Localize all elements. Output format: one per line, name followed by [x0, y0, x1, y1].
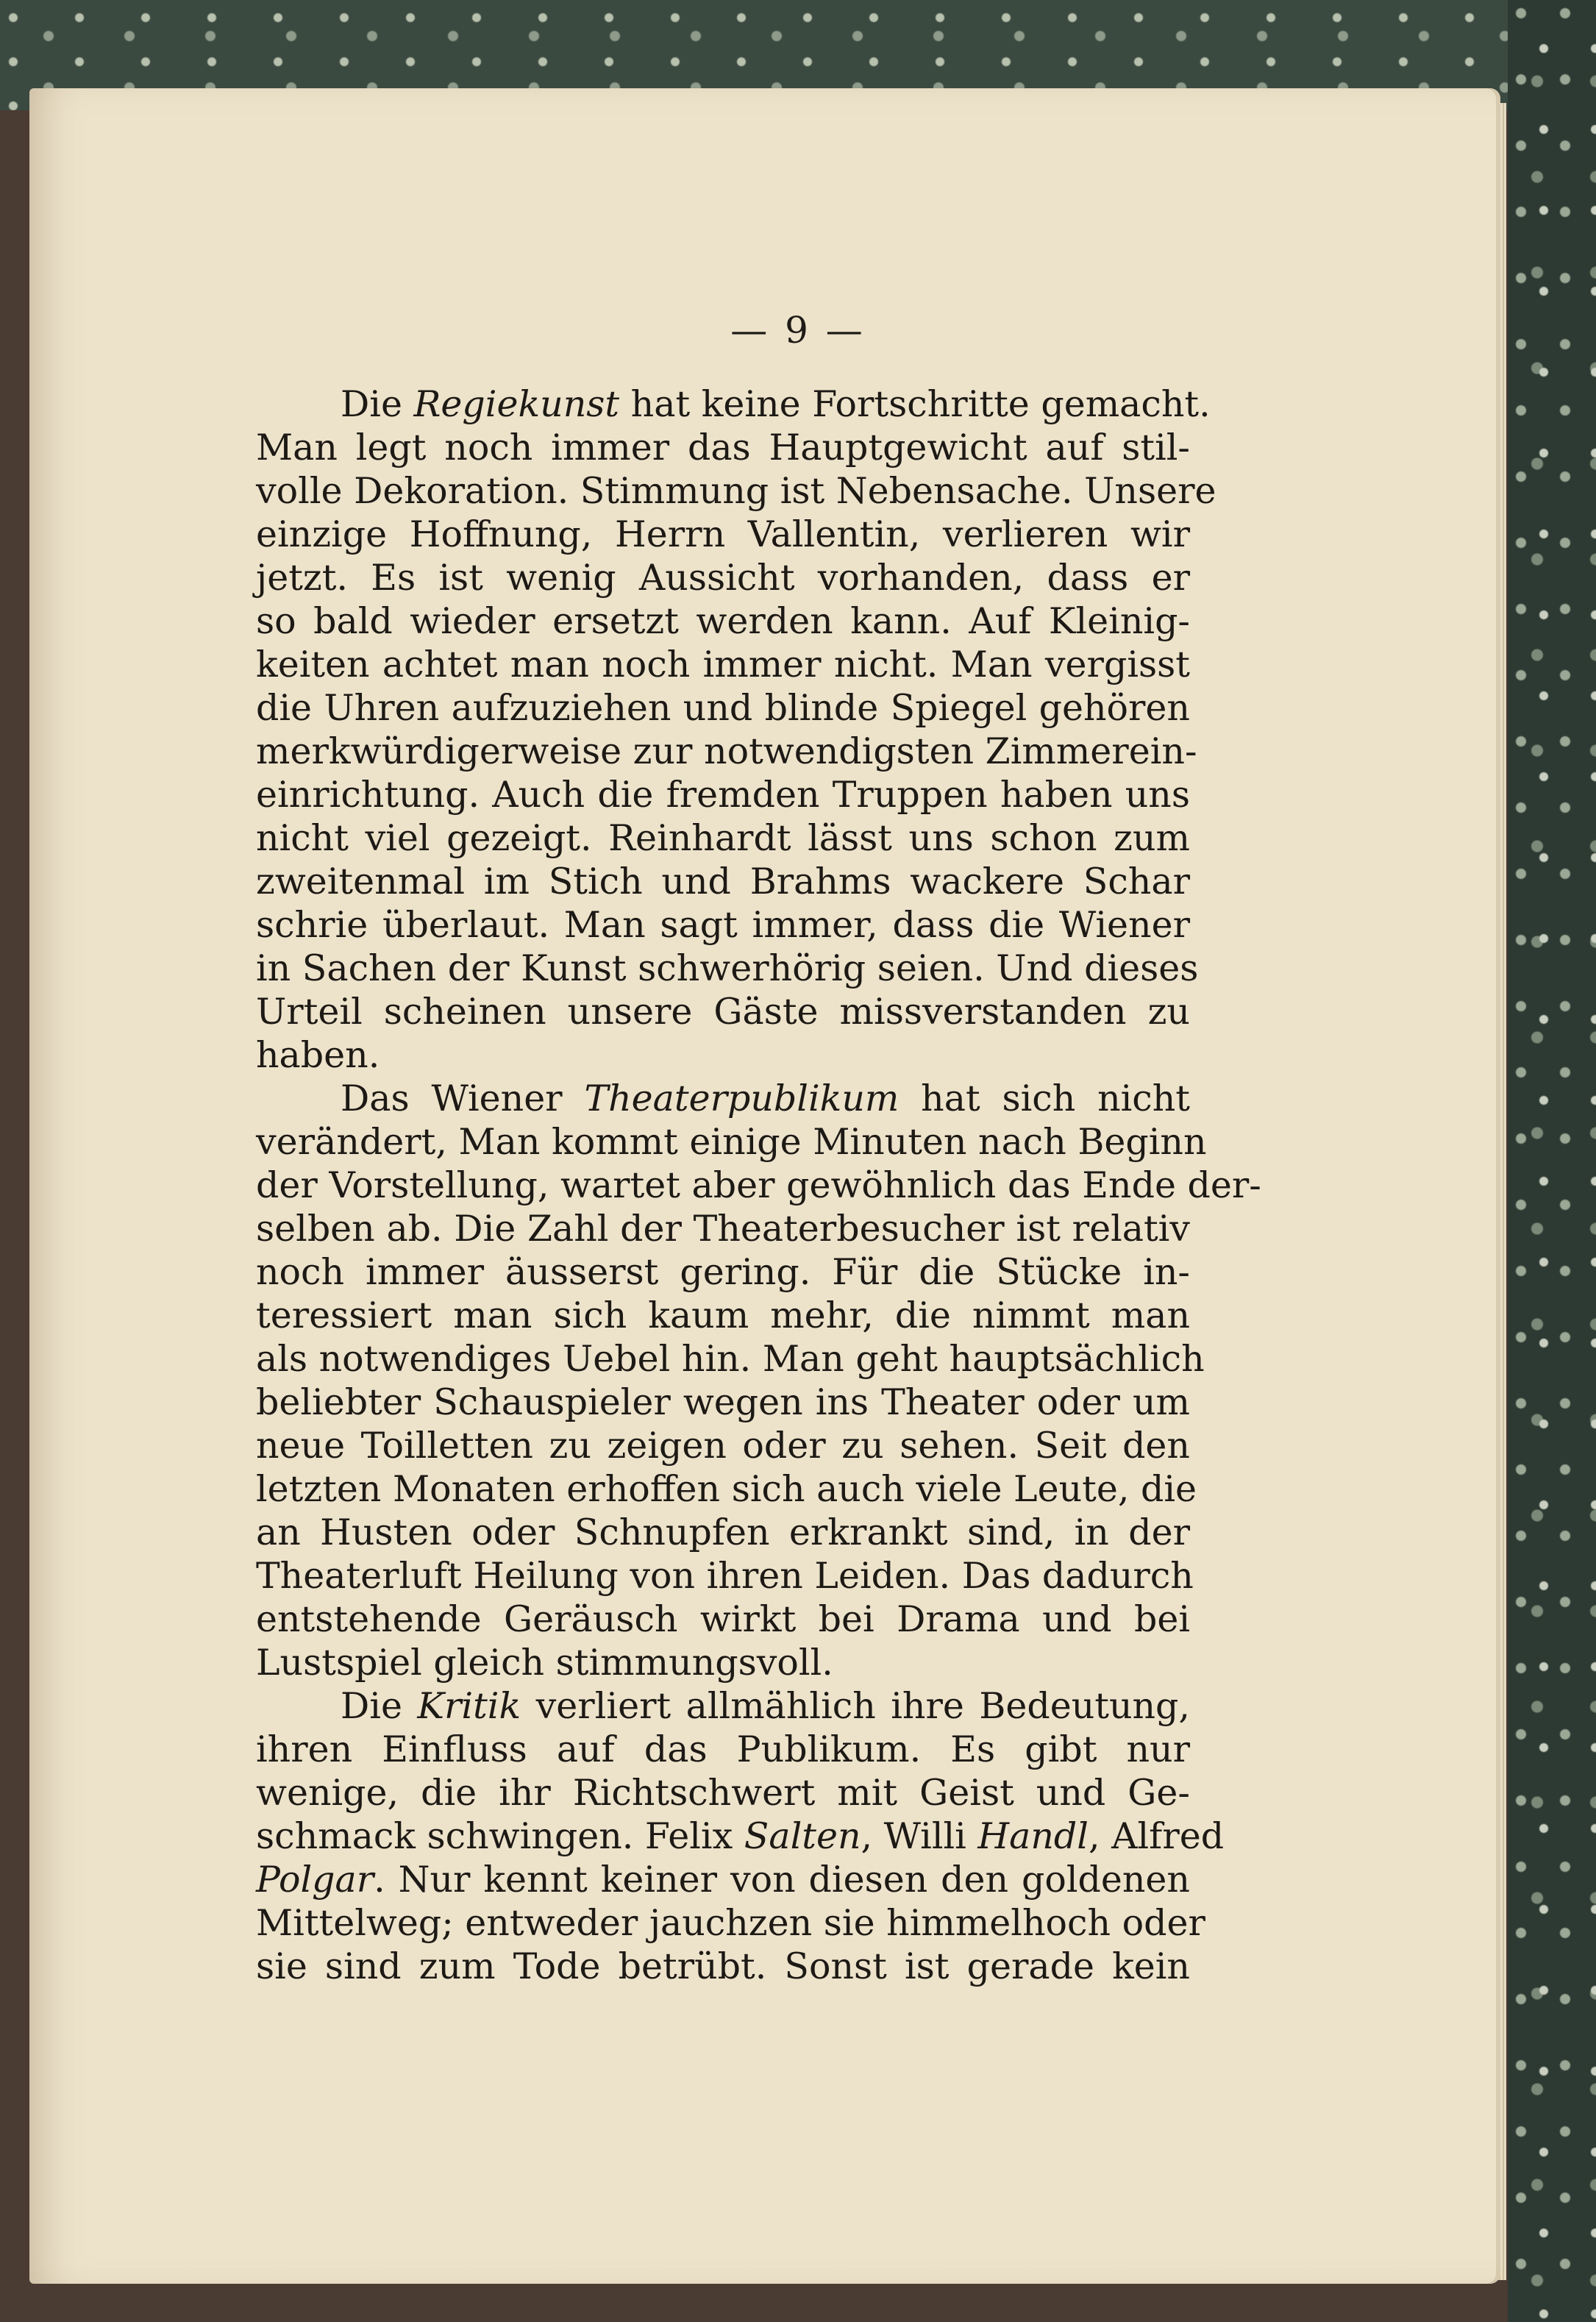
text-segment: entstehende Geräusch wirkt bei Drama und bei	[256, 1598, 1190, 1640]
text-line	[256, 1945, 1190, 1988]
text-segment: keiten achtet man noch immer nicht. Man vergisst	[256, 644, 1190, 685]
text-line	[256, 1641, 1190, 1684]
text-line	[256, 990, 1190, 1033]
text-line	[256, 1381, 1190, 1424]
emphasized-term: Salten	[744, 1815, 861, 1857]
text-line	[256, 1901, 1205, 1945]
text-line	[256, 382, 1211, 426]
text-line	[256, 1554, 1194, 1598]
text-segment: . Nur kennt keiner von diesen den goldenen	[374, 1859, 1190, 1901]
emphasized-term: Kritik	[417, 1685, 521, 1727]
text-segment: ihren Einfluss auf das Publikum. Es gibt nur	[256, 1728, 1190, 1770]
text-segment: als notwendiges Uebel hin. Man geht hauptsächlich	[256, 1338, 1205, 1380]
text-segment: selben ab. Die Zahl der Theaterbesucher ist relativ	[256, 1208, 1190, 1250]
text-line	[256, 1337, 1205, 1381]
text-segment: wenige, die ihr Richtschwert mit Geist und Ge-	[256, 1772, 1190, 1814]
text-segment: Urteil scheinen unsere Gäste missverstanden zu	[256, 991, 1190, 1033]
text-segment: Lustspiel gleich stimmungsvoll.	[256, 1642, 833, 1684]
text-segment: schrie überlaut. Man sagt immer, dass die Wiener	[256, 904, 1190, 946]
emphasized-term: Theaterpublikum	[584, 1078, 899, 1119]
text-segment: Man legt noch immer das Hauptgewicht auf stil-	[256, 427, 1190, 469]
text-line	[256, 903, 1190, 947]
text-line	[256, 1728, 1190, 1771]
text-segment: , Willi	[861, 1815, 978, 1857]
emphasized-term: Polgar	[256, 1859, 374, 1901]
text-line	[256, 1684, 1190, 1728]
text-line	[256, 1424, 1190, 1467]
text-segment: an Husten oder Schnupfen erkrankt sind, in der	[256, 1511, 1190, 1553]
text-segment: merkwürdigerweise zur notwendigsten Zimmerein-	[256, 730, 1197, 772]
text-line	[256, 1207, 1190, 1250]
emphasized-term: Handl	[977, 1815, 1089, 1857]
text-segment: Mittelweg; entweder jauchzen sie himmelhoch oder	[256, 1902, 1205, 1944]
text-line	[256, 1164, 1261, 1207]
page-number: — 9 —	[730, 309, 866, 352]
text-segment: die Uhren aufzuziehen und blinde Spiegel gehören	[256, 687, 1190, 729]
text-segment: verliert allmählich ihre Bedeutung,	[521, 1685, 1190, 1727]
text-line	[256, 860, 1190, 903]
text-segment: volle Dekoration. Stimmung ist Nebensache. Unsere	[256, 470, 1216, 512]
text-segment: , Alfred	[1088, 1815, 1225, 1857]
text-segment: Theaterluft Heilung von ihren Leiden. Das dadurch	[256, 1555, 1194, 1597]
text-line	[256, 1250, 1190, 1294]
text-line	[256, 1033, 1190, 1077]
text-segment: Die	[341, 383, 414, 425]
text-segment: der Vorstellung, wartet aber gewöhnlich das Ende der-	[256, 1164, 1261, 1206]
text-segment: verändert, Man kommt einige Minuten nach Beginn	[256, 1121, 1207, 1163]
text-line	[256, 1511, 1190, 1554]
text-line	[256, 1077, 1190, 1120]
text-line	[256, 1598, 1190, 1641]
text-segment: zweitenmal im Stich und Brahms wackere Schar	[256, 861, 1190, 902]
text-line	[256, 1294, 1190, 1337]
text-segment: schmack schwingen. Felix	[256, 1815, 744, 1857]
text-segment: noch immer äusserst gering. Für die Stücke in-	[256, 1251, 1190, 1293]
text-line	[256, 947, 1199, 990]
text-line	[256, 686, 1190, 730]
text-segment: hat keine Fortschritte gemacht.	[619, 383, 1211, 425]
text-line	[256, 469, 1216, 513]
text-segment: Das Wiener	[341, 1078, 585, 1119]
text-line	[256, 1771, 1190, 1814]
text-line	[256, 1467, 1197, 1511]
body-text	[256, 382, 1261, 1988]
text-segment: neue Toilletten zu zeigen oder zu sehen. Seit den	[256, 1425, 1190, 1467]
text-line	[256, 426, 1190, 469]
text-segment: so bald wieder ersetzt werden kann. Auf Kleinig-	[256, 600, 1190, 642]
text-segment: sie sind zum Tode betrübt. Sonst ist gerade kein	[256, 1945, 1190, 1987]
text-segment: nicht viel gezeigt. Reinhardt lässt uns schon zum	[256, 817, 1190, 859]
text-segment: teressiert man sich kaum mehr, die nimmt man	[256, 1294, 1190, 1336]
text-line	[256, 1858, 1190, 1901]
text-segment: letzten Monaten erhoffen sich auch viele Leute, die	[256, 1468, 1197, 1510]
text-line	[256, 643, 1190, 686]
text-line	[256, 513, 1190, 556]
text-segment: in Sachen der Kunst schwerhörig seien. Und dieses	[256, 947, 1199, 989]
text-line	[256, 730, 1197, 773]
text-line	[256, 556, 1190, 599]
text-segment: einzige Hoffnung, Herrn Vallentin, verlieren wir	[256, 513, 1190, 555]
text-segment: beliebter Schauspieler wegen ins Theater oder um	[256, 1381, 1190, 1423]
text-segment: Die	[341, 1685, 418, 1727]
text-segment: hat sich nicht	[899, 1078, 1191, 1119]
text-line	[256, 816, 1190, 860]
text-segment: haben.	[256, 1034, 380, 1076]
text-line	[256, 1814, 1225, 1858]
text-line	[256, 599, 1190, 643]
text-segment: jetzt. Es ist wenig Aussicht vorhanden, dass er	[256, 557, 1190, 599]
text-line	[256, 773, 1190, 816]
text-segment: einrichtung. Auch die fremden Truppen haben uns	[256, 774, 1190, 816]
text-line	[256, 1120, 1207, 1164]
emphasized-term: Regiekunst	[413, 383, 620, 425]
